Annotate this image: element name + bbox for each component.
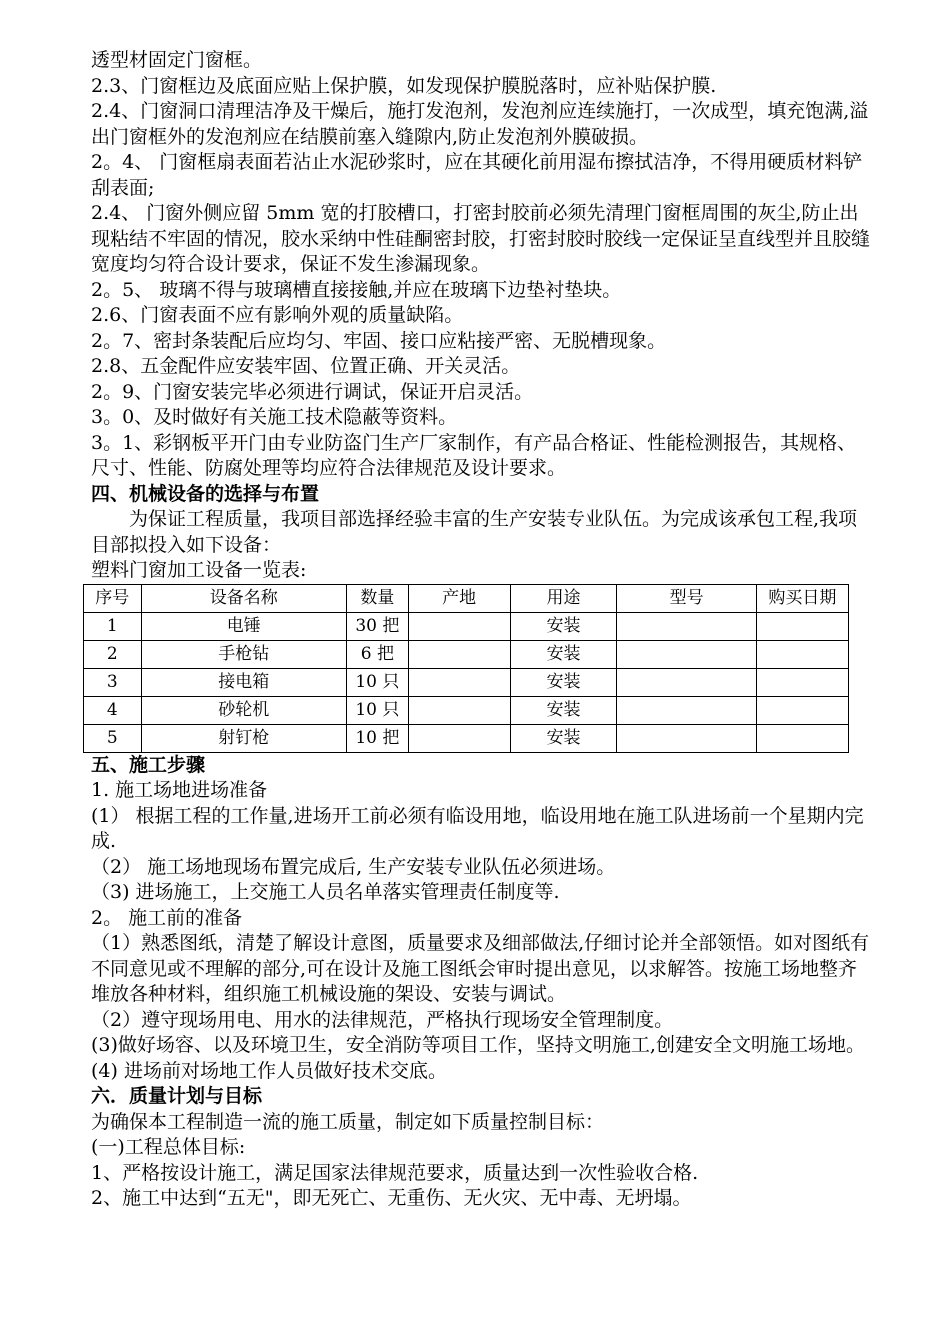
paragraph: 3。1、彩钢板平开门由专业防盗门生产厂家制作，有产品合格证、性能检测报告，其规格、尺寸、性能、防腐处理等均应符合法律规范及设计要求。: [91, 431, 857, 479]
table-cell: [408, 696, 510, 724]
paragraph: (4) 进场前对场地工作人员做好技术交底。: [91, 1059, 447, 1082]
table-cell: 安装: [510, 696, 617, 724]
table-row: [84, 640, 849, 668]
table-cell: 4: [84, 696, 142, 724]
section-heading: 四、机械设备的选择与布置: [91, 482, 320, 505]
table-cell: [756, 640, 848, 668]
paragraph: (3)做好场容、以及环境卫生，安全消防等项目工作，坚持文明施工,创建安全文明施工场地。: [91, 1034, 865, 1056]
table-cell: 射钉枪: [141, 724, 347, 752]
table-cell: 安装: [510, 724, 617, 752]
table-row: [84, 668, 849, 696]
table-row: [84, 612, 849, 640]
paragraph: 1、严格按设计施工，满足国家法律规范要求，质量达到一次性验收合格.: [91, 1161, 699, 1184]
paragraph: 2.4、 门窗外侧应留 5mm 宽的打胶槽口，打密封胶前必须先清理门窗框周围的灰尘,防止出现粘结不牢固的情况，胶水采纳中性硅酮密封胶，打密封胶时胶线一定保证呈直线型并且胶缝宽度均匀符合设计要求，保证不发生渗漏现象。: [91, 202, 871, 275]
section-heading: 五、施工步骤: [91, 753, 206, 776]
table-cell: 砂轮机: [141, 696, 347, 724]
table-cell: 2: [84, 640, 142, 668]
table-cell: 3: [84, 668, 142, 696]
column-header: 序号: [84, 584, 142, 612]
paragraph: 透型材固定门窗框。: [91, 49, 263, 71]
table-cell: [408, 640, 510, 668]
paragraph: （3) 进场施工，上交施工人员名单落实管理责任制度等.: [91, 881, 560, 903]
paragraph: 2.8、五金配件应安装牢固、位置正确、开关灵活。: [91, 355, 521, 377]
table-row: [84, 724, 849, 752]
table-header-row: [84, 584, 849, 612]
paragraph: 2。5、 玻璃不得与玻璃槽直接接触,并应在玻璃下边垫衬垫块。: [91, 278, 622, 301]
table-cell: [408, 668, 510, 696]
column-header: 购买日期: [756, 584, 848, 612]
section5-body: [91, 778, 871, 1084]
table-cell: 手枪钻: [141, 640, 347, 668]
table-cell: 6 把: [347, 640, 409, 668]
table-cell: 5: [84, 724, 142, 752]
section-intro: 为保证工程质量，我项目部选择经验丰富的生产安装专业队伍。为完成该承包工程,我项目部拟投入如下设备：: [91, 508, 858, 556]
table-cell: 1: [84, 612, 142, 640]
table-cell: 安装: [510, 612, 617, 640]
table-cell: [617, 668, 756, 696]
equipment-table: [83, 584, 849, 753]
table-cell: [617, 696, 756, 724]
table-cell: 接电箱: [141, 668, 347, 696]
paragraph: 2.4、门窗洞口清理洁净及干燥后，施打发泡剂，发泡剂应连续施打，一次成型，填充饱满,溢出门窗框外的发泡剂应在结膜前塞入缝隙内,防止发泡剂外膜破损。: [91, 100, 869, 148]
paragraph: 2、施工中达到“五无"，即无死亡、无重伤、无火灾、无中毒、无坍塌。: [91, 1187, 692, 1209]
table-cell: 电锤: [141, 612, 347, 640]
paragraph: (1） 根据工程的工作量,进场开工前必须有临设用地，临设用地在施工队进场前一个星期内完成.: [91, 804, 864, 852]
paragraph: 1. 施工场地进场准备: [91, 779, 268, 801]
paragraph: （2） 施工场地现场布置完成后, 生产安装专业队伍必须进场。: [91, 855, 616, 878]
table-cell: 10 只: [347, 696, 409, 724]
table-cell: [617, 612, 756, 640]
table-cell: 30 把: [347, 612, 409, 640]
table-cell: [756, 612, 848, 640]
paragraph: 2。9、门窗安装完毕必须进行调试，保证开启灵活。: [91, 380, 534, 403]
column-header: 数量: [347, 584, 409, 612]
table-cell: [756, 724, 848, 752]
document-page: [91, 48, 871, 1212]
paragraph: 2。4、 门窗框扇表面若沾止水泥砂浆时，应在其硬化前用湿布擦拭洁净，不得用硬质材料铲刮表面;: [91, 151, 863, 199]
table-cell: [617, 724, 756, 752]
paragraph: （2）遵守现场用电、用水的法律规范，严格执行现场安全管理制度。: [91, 1008, 674, 1031]
paragraph: (一)工程总体目标:: [91, 1136, 246, 1158]
column-header: 设备名称: [141, 584, 347, 612]
table-cell: 安装: [510, 640, 617, 668]
table-cell: [617, 640, 756, 668]
table-row: [84, 696, 849, 724]
section-heading: 六．质量计划与目标: [91, 1085, 263, 1107]
paragraph: 2。 施工前的准备: [91, 906, 243, 929]
paragraph: 3。0、及时做好有关施工技术隐蔽等资料。: [91, 406, 458, 428]
table-cell: 安装: [510, 668, 617, 696]
column-header: 用途: [510, 584, 617, 612]
paragraph: 2.6、门窗表面不应有影响外观的质量缺陷。: [91, 304, 464, 326]
top-paragraphs: [91, 48, 871, 482]
table-cell: [756, 696, 848, 724]
table-title: 塑料门窗加工设备一览表:: [91, 559, 307, 581]
table-cell: [408, 612, 510, 640]
paragraph: 2.3、门窗框边及底面应贴上保护膜，如发现保护膜脱落时，应补贴保护膜.: [91, 74, 717, 97]
column-header: 产地: [408, 584, 510, 612]
paragraph: 为确保本工程制造一流的施工质量，制定如下质量控制目标：: [91, 1110, 605, 1133]
table-cell: 10 只: [347, 668, 409, 696]
table-cell: [756, 668, 848, 696]
table-cell: 10 把: [347, 724, 409, 752]
section6-body: [91, 1110, 871, 1212]
paragraph: 2。7、密封条装配后应均匀、牢固、接口应粘接严密、无脱槽现象。: [91, 329, 667, 352]
column-header: 型号: [617, 584, 756, 612]
paragraph: （1）熟悉图纸，清楚了解设计意图，质量要求及细部做法,仔细讨论并全部领悟。如对图纸有不同意见或不理解的部分,可在设计及施工图纸会审时提出意见，以求解答。按施工场地整齐堆放各种材料，组织施工机械设施的架设、安装与调试。: [91, 932, 870, 1005]
table-cell: [408, 724, 510, 752]
